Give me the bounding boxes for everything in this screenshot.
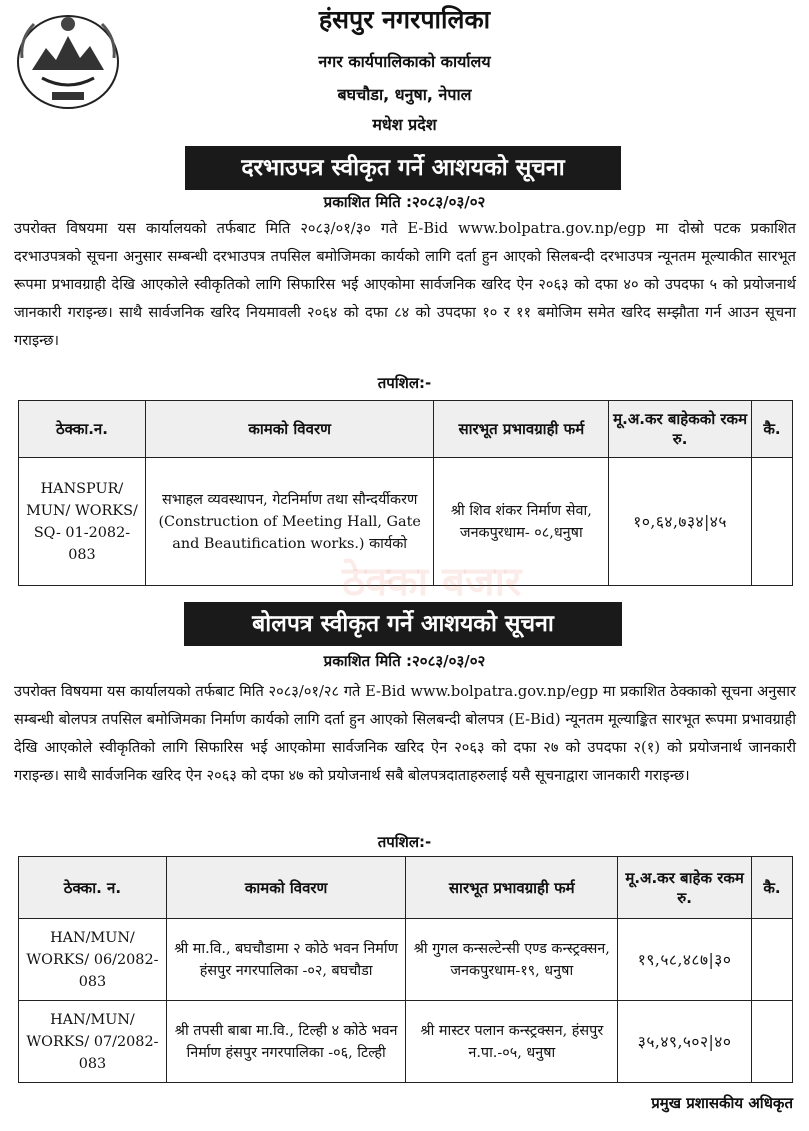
office-name: नगर कार्यपालिकाको कार्यालय: [318, 52, 491, 71]
column-header-description: कामको विवरण: [145, 401, 434, 458]
column-header-remarks: कै.: [752, 401, 793, 458]
description-cell: श्री तपसी बाबा मा.वि., टिल्ही ४ कोठे भवन निर्माण हंसपुर नगरपालिका -०६, टिल्ही: [166, 1001, 406, 1083]
column-header-firm: सारभूत प्रभावग्राही फर्म: [434, 401, 609, 458]
table-header-row: [19, 401, 793, 458]
column-header-description: कामको विवरण: [166, 857, 406, 919]
remarks-cell: [752, 1001, 793, 1083]
table-row: [19, 1001, 793, 1083]
column-header-contract-no: ठेक्का. न.: [19, 857, 167, 919]
notice2-table: [18, 856, 793, 1083]
office-address: बघचौडा, धनुषा, नेपाल: [337, 85, 472, 104]
amount-cell: १०,६४,७३४|४५: [609, 458, 752, 586]
amount-cell: १९,५८,४८७|३०: [618, 919, 752, 1001]
column-header-remarks: कै.: [752, 857, 793, 919]
table-row: [19, 919, 793, 1001]
letterhead: [0, 0, 809, 140]
table-row: [19, 458, 793, 586]
notice2-detail-label: तपशिल:-: [377, 833, 432, 851]
column-header-firm: सारभूत प्रभावग्राही फर्म: [406, 857, 618, 919]
amount-cell: ३५,४९,५०२|४०: [618, 1001, 752, 1083]
notice1-published-date: प्रकाशित मिति :२०८३/०३/०२: [323, 193, 486, 211]
contract-no-cell: HAN/MUN/ WORKS/ 07/2082-083: [19, 1001, 167, 1083]
notice2-body: उपरोक्त विषयमा यस कार्यालयको तर्फबाट मिति २०८३/०१/२८ गते E-Bid www.bolpatra.gov.np/egp मा प्रकाशित ठेक्काको सूचना अनुसार सम्बन्धी बोलपत्र तपसिल बमोजिमका निर्माण कार्यको लागि दर्ता हुन आएको सिलबन्दी बोलपत्र (E-Bid) न्यूनतम मूल्याङ्कित सारभूत रूपमा प्रभावग्राही देखि आएकोले स्वीकृतिको लागि सिफारिस भई आएकोमा सार्वजनिक खरिद ऐन २०६३ को दफा २७ को उपदफा २(१) को प्रयोजनार्थ जानकारी गराइन्छ। साथै सार्वजनिक खरिद ऐन २०६३ को दफा ४७ को प्रयोजनार्थ सबै बोलपत्रदाताहरुलाई यसै सूचनाद्वारा जानकारी गराइन्छ।: [14, 683, 796, 784]
contract-no-cell: HAN/MUN/ WORKS/ 06/2082-083: [19, 919, 167, 1001]
column-header-contract-no: ठेक्का.न.: [19, 401, 146, 458]
notice1-body: उपरोक्त विषयमा यस कार्यालयको तर्फबाट मिति २०८३/०१/३० गते E-Bid www.bolpatra.gov.np/egp मा दोस्रो पटक प्रकाशित दरभाउपत्रको सूचना अनुसार सम्बन्धी दरभाउपत्र तपसिल बमोजिमका कार्यको लागि दर्ता हुन आएको सिलबन्दी दरभाउपत्र न्यूनतम मूल्याकीत सारभूत रूपमा प्रभावग्राही देखि आएकोले स्वीकृतिको लागि सिफारिस भई आएकोमा सार्वजनिक खरिद ऐन २०६३ को दफा ४० को उपदफा ५ को प्रयोजनार्थ जानकारी गराइन्छ। साथै सार्वजनिक खरिद नियमावली २०६४ को दफा ८४ को उपदफा १० र ११ बमोजिम समेत खरिद सम्झौता गर्न आउन सूचना गराइन्छ।: [14, 220, 796, 349]
contract-no-cell: HANSPUR/ MUN/ WORKS/ SQ- 01-2082-083: [19, 458, 146, 586]
firm-cell: श्री गुगल कन्सल्टेन्सी एण्ड कन्स्ट्रक्सन, जनकपुरधाम-१९, धनुषा: [406, 919, 618, 1001]
column-header-amount: मू.अ.कर बाहेक रकम रु.: [618, 857, 752, 919]
signatory-title: प्रमुख प्रशासकीय अधिकृत: [651, 1094, 793, 1112]
municipality-name: हंसपुर नगरपालिका: [318, 5, 491, 34]
description-cell: सभाहल व्यवस्थापन, गेटनिर्माण तथा सौन्दर्यीकरण (Construction of Meeting Hall, Gate and Beautification works.) कार्यको: [145, 458, 434, 586]
notice1-table: [18, 400, 793, 586]
notice2-published-date: प्रकाशित मिति :२०८३/०३/०२: [323, 652, 486, 670]
notice1-title: दरभाउपत्र स्वीकृत गर्ने आशयको सूचना: [185, 146, 621, 190]
remarks-cell: [752, 458, 793, 586]
table-header-row: [19, 857, 793, 919]
firm-cell: श्री मास्टर पलान कन्स्ट्रक्सन, हंसपुर न.पा.-०५, धनुषा: [406, 1001, 618, 1083]
firm-cell: श्री शिव शंकर निर्माण सेवा, जनकपुरधाम- ०८,धनुषा: [434, 458, 609, 586]
description-cell: श्री मा.वि., बघचौडामा २ कोठे भवन निर्माण हंसपुर नगरपालिका -०२, बघचौडा: [166, 919, 406, 1001]
remarks-cell: [752, 919, 793, 1001]
notice2-title: बोलपत्र स्वीकृत गर्ने आशयको सूचना: [184, 602, 622, 646]
notice1-detail-label: तपशिल:-: [377, 374, 432, 392]
watermark-text: ठेक्का बजार: [342, 559, 522, 605]
province-name: मधेश प्रदेश: [372, 115, 437, 134]
column-header-amount: मू.अ.कर बाहेकको रकम रु.: [609, 401, 752, 458]
